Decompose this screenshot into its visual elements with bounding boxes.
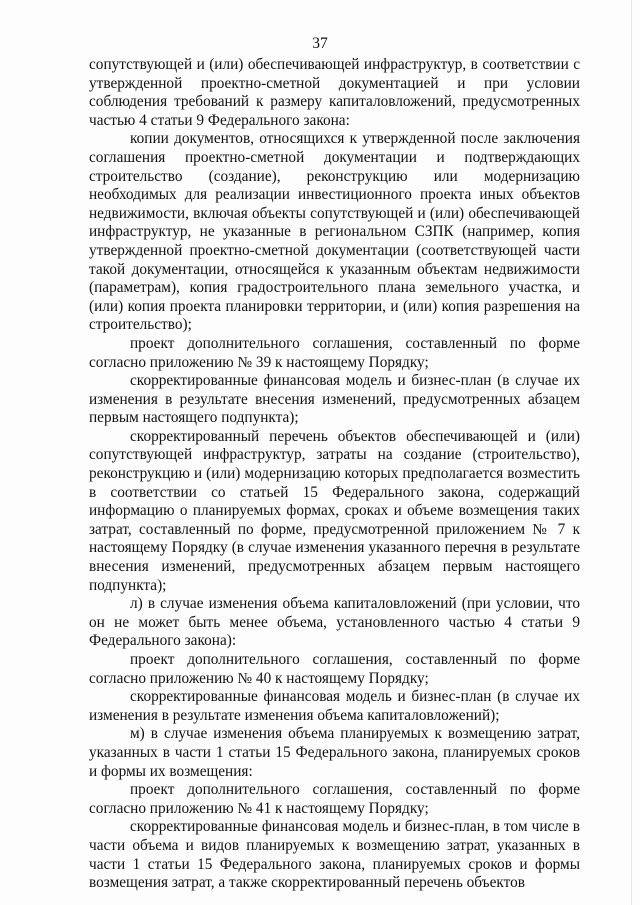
paragraph-document-copies: копии документов, относящихся к утвержденной после заключения соглашения проектно-сметной документации и подтверждающих строительство (создание), реконструкцию или модернизацию необходимых для реализации инвестиционного проекта иных объектов недвижимости, включая объекты сопутствующей и (или) обеспечивающей инфраструктур, не указанные в региональном СЗПК (например, копия утвержденной проектно-сметной документации (соответствующей части такой документации, относящейся к указанным объектам недвижимости (параметрам), копия градостроительного плана земельного участка, и (или) копия проекта планировки территории, и (или) копия разрешения на строительство); [89,130,580,334]
paragraph-financial-model: скорректированные финансовая модель и бизнес-план (в случае их изменения в результате внесения изменений, предусмотренных абзацем первым настоящего подпункта); [89,372,580,427]
paragraph-infrastructure-list: скорректированный перечень объектов обеспечивающей и (или) сопутствующей инфраструктур, затраты на создание (строительство), реконструкцию и (или) модернизацию которых предполагается возместить в соответствии со статьей 15 Федерального закона, содержащий информацию о планируемых формах, сроках и объеме возмещения таких затрат, составленный по форме, предусмотренной приложением № 7 к настоящему Порядку (в случае изменения указанного перечня в результате внесения изменений, предусмотренных абзацем первым настоящего подпункта); [89,427,580,594]
page-number: 37 [312,35,328,52]
scan-edge-line [631,0,632,905]
paragraph-continuation: сопутствующей и (или) обеспечивающей инфраструктур, в соответствии с утвержденной проектно-сметной документацией и при условии соблюдения требований к размеру капиталовложений, предусмотренных частью 4 статьи 9 Федерального закона: [89,56,580,129]
paragraph-draft-agreement-39: проект дополнительного соглашения, составленный по форме согласно приложению № 39 к настоящему Порядку; [89,334,580,371]
paragraph-item-l: л) в случае изменения объема капиталовложений (при условии, что он не может быть менее объема, установленного частью 4 статьи 9 Федерального закона): [89,595,580,650]
paragraph-financial-model-investment: скорректированные финансовая модель и бизнес-план (в случае их изменения в результате изменения объема капиталовложений); [89,688,580,724]
document-body [89,56,580,893]
paragraph-draft-agreement-41: проект дополнительного соглашения, составленный по форме согласно приложению № 41 к настоящему Порядку; [89,781,580,817]
paragraph-financial-model-costs: скорректированные финансовая модель и бизнес-план, в том числе в части объема и видов планируемых к возмещению затрат, указанных в части 1 статьи 15 Федерального закона, планируемых сроков и формы возмещения затрат, а также скорректированный перечень объектов [89,818,580,892]
paragraph-item-m: м) в случае изменения объема планируемых к возмещению затрат, указанных в части 1 статьи 15 Федерального закона, планируемых сроков и формы их возмещения: [89,725,580,780]
paragraph-draft-agreement-40: проект дополнительного соглашения, составленный по форме согласно приложению № 40 к настоящему Порядку; [89,651,580,687]
